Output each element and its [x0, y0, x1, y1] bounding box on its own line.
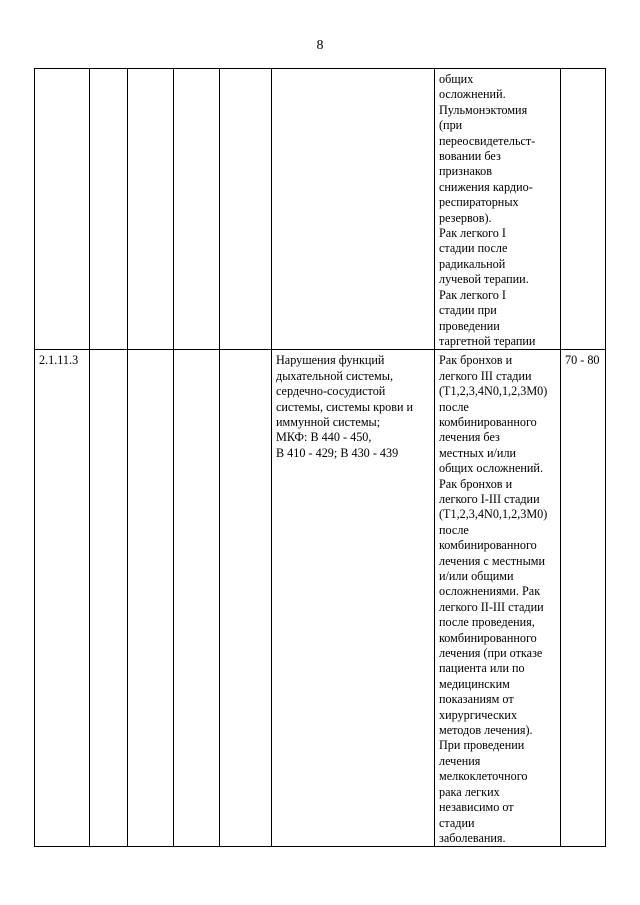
criteria-table — [34, 68, 606, 847]
row-code-cell: 2.1.11.3 — [35, 350, 90, 847]
table-row — [35, 69, 606, 350]
conditions-cell: Рак бронхов и легкого III стадии (Т1,2,3,4N0,1,2,3М0) после комбинированного лечения без местных и/или общих осложнений. Рак бронхов и легкого I-III стадии (Т1,2,3,4N0,1,2,3М0) после комбинированного лечения с местными и/или общими осложнениями. Рак легкого II-III стадии после проведения, комбинированного лечения (при отказе пациента или по медицинским показаниям от хирургических методов лечения). При проведении лечения мелкоклеточного рака легких независимо от стадии заболевания. — [435, 350, 561, 847]
empty-cell — [220, 350, 272, 847]
empty-cell — [174, 69, 220, 350]
disorders-cell: Нарушения функций дыхательной системы, сердечно-сосудистой системы, системы крови и иммунной системы; МКФ: В 440 - 450, В 410 - 429; В 430 - 439 — [272, 350, 435, 847]
empty-cell — [174, 350, 220, 847]
empty-cell — [128, 350, 174, 847]
row-code-cell — [35, 69, 90, 350]
conditions-cell: общих осложнений. Пульмонэктомия (при переосвидетельст- вовании без признаков снижения кардио- респираторных резервов). Рак легкого I стадии после радикальной лучевой терапии. Рак легкого I стадии при проведении таргетной терапии — [435, 69, 561, 350]
page-number: 8 — [316, 38, 324, 53]
empty-cell — [90, 350, 128, 847]
empty-cell — [90, 69, 128, 350]
disorders-cell — [272, 69, 435, 350]
table-row — [35, 350, 606, 847]
empty-cell — [128, 69, 174, 350]
percent-cell: 70 - 80 — [561, 350, 606, 847]
empty-cell — [220, 69, 272, 350]
percent-cell — [561, 69, 606, 350]
